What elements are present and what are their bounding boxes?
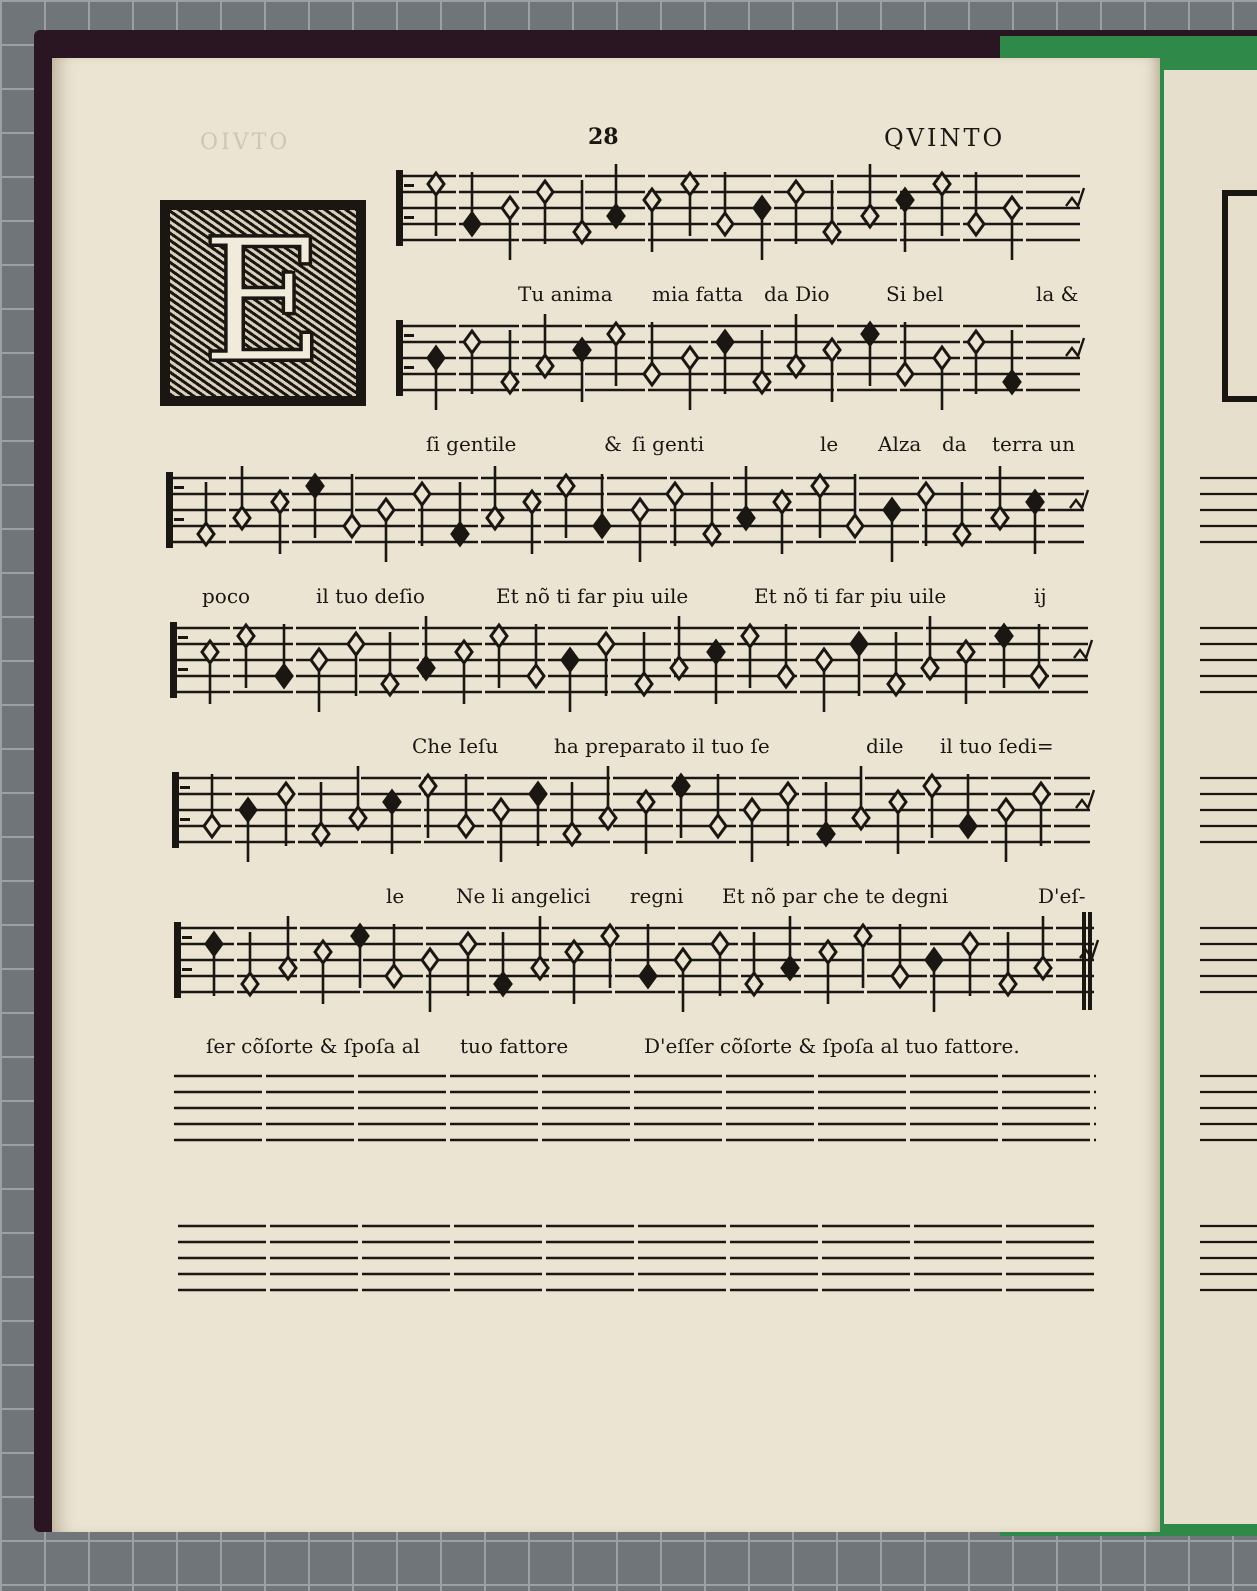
clef-icon — [404, 334, 414, 337]
note-head-icon — [378, 499, 394, 521]
note-head-icon — [918, 483, 934, 505]
lyric-syllable: ſer cõſorte & ſpoſa al — [206, 1034, 421, 1058]
note-head-icon — [816, 649, 832, 671]
lyric-syllable: il tuo deſio — [316, 584, 425, 608]
note-head-icon — [780, 783, 796, 805]
note-head-icon — [788, 181, 804, 203]
note-head-icon — [594, 515, 610, 537]
note-head-icon — [1004, 197, 1020, 219]
note-head-icon — [960, 815, 976, 837]
note-head-icon — [847, 515, 863, 537]
clef-icon — [180, 786, 190, 789]
lyric-syllable: Et nõ ti far piu uile — [754, 584, 947, 608]
clef-icon — [172, 772, 179, 848]
note-head-icon — [744, 799, 760, 821]
note-head-icon — [632, 499, 648, 521]
custos-icon — [1070, 490, 1088, 508]
note-head-icon — [537, 181, 553, 203]
note-head-icon — [998, 799, 1014, 821]
clef-icon — [174, 486, 184, 489]
note-head-icon — [458, 815, 474, 837]
custos-icon — [1066, 338, 1084, 356]
lyric-syllable: la & — [1036, 282, 1079, 306]
note-head-icon — [851, 633, 867, 655]
note-head-icon — [276, 665, 292, 687]
lyric-syllable: regni — [630, 884, 684, 908]
note-head-icon — [897, 363, 913, 385]
note-head-icon — [422, 949, 438, 971]
note-head-icon — [278, 783, 294, 805]
note-head-icon — [414, 483, 430, 505]
show-through-text: OIVTO — [200, 130, 291, 155]
note-head-icon — [884, 499, 900, 521]
note-head-icon — [344, 515, 360, 537]
custos-icon — [1076, 790, 1094, 808]
initial-letter: E — [201, 203, 326, 401]
note-head-icon — [778, 665, 794, 687]
lyric-syllable: Et nõ par che te degni — [722, 884, 949, 908]
facing-page-woodcut-edge — [1222, 190, 1228, 402]
note-head-icon — [926, 949, 942, 971]
note-head-icon — [240, 799, 256, 821]
clef-icon — [182, 968, 192, 971]
clef-icon — [166, 472, 173, 548]
note-head-icon — [667, 483, 683, 505]
lyric-syllable: da — [942, 432, 967, 456]
lyric-syllable: Tu anima — [518, 282, 613, 306]
note-head-icon — [968, 331, 984, 353]
lyric-syllable: ſi gentile — [426, 432, 517, 456]
note-head-icon — [428, 347, 444, 369]
clef-icon — [404, 366, 414, 369]
note-head-icon — [530, 783, 546, 805]
note-head-icon — [682, 347, 698, 369]
lyric-syllable: mia fatta — [652, 282, 743, 306]
facing-page-woodcut-edge — [1222, 396, 1257, 402]
lyric-syllable: ha preparato il tuo ſe — [554, 734, 770, 758]
lyric-syllable: terra un — [992, 432, 1076, 456]
clef-icon — [404, 184, 414, 187]
note-head-icon — [710, 815, 726, 837]
lyric-syllable: tuo fattore — [460, 1034, 569, 1058]
note-head-icon — [598, 633, 614, 655]
clef-icon — [396, 320, 403, 396]
clef-icon — [180, 818, 190, 821]
note-head-icon — [562, 649, 578, 671]
lyric-syllable: da Dio — [764, 282, 830, 306]
note-head-icon — [934, 347, 950, 369]
note-head-icon — [311, 649, 327, 671]
note-head-icon — [675, 949, 691, 971]
note-head-icon — [204, 815, 220, 837]
note-head-icon — [712, 933, 728, 955]
clef-icon — [404, 216, 414, 219]
lyric-syllable: Che Ieſu — [412, 734, 499, 758]
note-head-icon — [717, 213, 733, 235]
note-head-icon — [644, 363, 660, 385]
lyric-syllable: le — [820, 432, 839, 456]
note-head-icon — [464, 213, 480, 235]
note-head-icon — [962, 933, 978, 955]
custos-icon — [1074, 640, 1092, 658]
clef-icon — [178, 636, 188, 639]
note-head-icon — [892, 965, 908, 987]
lyric-syllable: ij — [1034, 584, 1047, 608]
lyric-syllable: D'eſ- — [1038, 884, 1086, 908]
lyric-syllable: Ne li angelici — [456, 884, 591, 908]
clef-icon — [170, 622, 177, 698]
note-head-icon — [464, 331, 480, 353]
note-head-icon — [502, 197, 518, 219]
lyric-syllable: Si bel — [886, 282, 944, 306]
lyric-syllable: le — [386, 884, 405, 908]
note-head-icon — [717, 331, 733, 353]
note-head-icon — [968, 213, 984, 235]
clef-icon — [174, 922, 181, 998]
note-head-icon — [754, 197, 770, 219]
note-head-icon — [528, 665, 544, 687]
note-head-icon — [206, 933, 222, 955]
lyric-syllable: poco — [202, 584, 251, 608]
note-head-icon — [1031, 665, 1047, 687]
note-head-icon — [640, 965, 656, 987]
lyric-syllable: ſi genti — [632, 432, 705, 456]
custos-icon — [1066, 188, 1084, 206]
clef-icon — [174, 518, 184, 521]
note-head-icon — [493, 799, 509, 821]
lyric-syllable: dile — [866, 734, 904, 758]
lyric-syllable: D'eſſer cõſorte & ſpoſa al tuo fattore. — [644, 1034, 1020, 1058]
note-head-icon — [460, 933, 476, 955]
lyric-syllable: & — [604, 432, 622, 456]
note-head-icon — [1033, 783, 1049, 805]
note-head-icon — [386, 965, 402, 987]
clef-icon — [178, 668, 188, 671]
page-number: 28 — [588, 124, 619, 150]
lyric-syllable: Alza — [878, 432, 922, 456]
voice-label: QVINTO — [884, 124, 1006, 152]
lyric-syllable: il tuo ſedi= — [940, 734, 1054, 758]
clef-icon — [182, 936, 192, 939]
lyric-syllable: Et nõ ti far piu uile — [496, 584, 689, 608]
note-head-icon — [348, 633, 364, 655]
clef-icon — [396, 170, 403, 246]
